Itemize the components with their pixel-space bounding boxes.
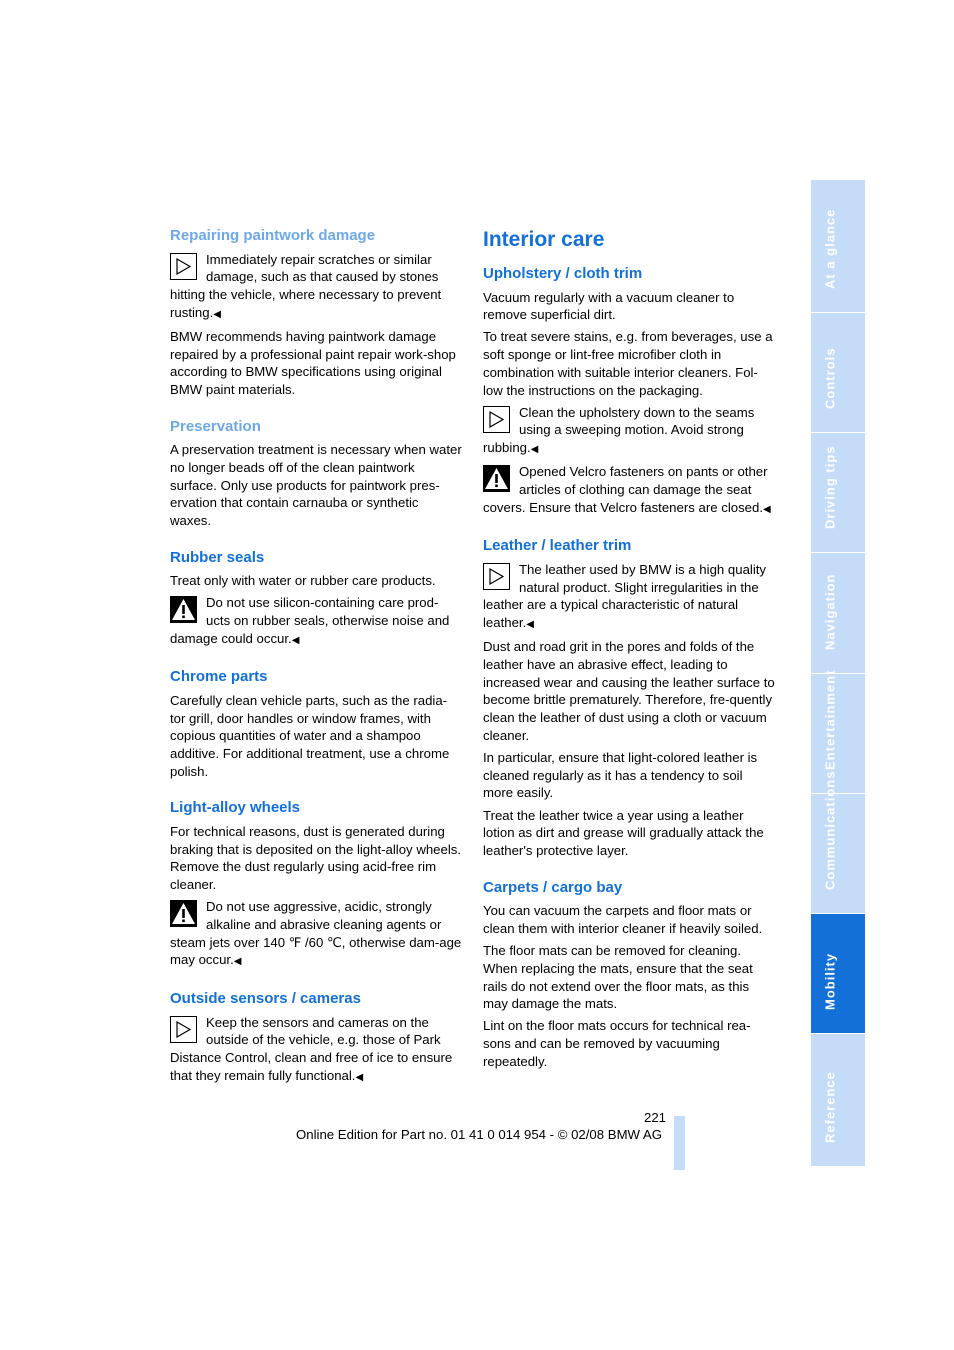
note-repair: Immediately repair scratches or similar damage, such as that caused by stones hitting the vehicle, where necessary to prevent rusting.◀ — [170, 251, 442, 320]
note-upholstery: Clean the upholstery down to the seams using a sweeping motion. Avoid strong rubbing.◀ — [483, 404, 755, 456]
paragraph: BMW recommends having paintwork damage repaired by a professional paint repair work-shop according to BMW specifications using original BMW paint materials. — [170, 328, 456, 397]
chapter-tabs — [811, 180, 865, 1167]
section-heading-chrome: Chrome parts — [170, 668, 268, 686]
note-sensors: Keep the sensors and cameras on the outside of the vehicle, e.g. those of Park Distance Control, clean and free of ice to ensure that they remain fully functional.◀ — [170, 1014, 453, 1083]
tab-controls[interactable]: Controls — [811, 313, 865, 433]
warning-velcro: Opened Velcro fasteners on pants or other articles of clothing can damage the seat covers. Ensure that Velcro fasteners are closed.◀ — [483, 464, 771, 515]
paragraph: Treat only with water or rubber care products. — [170, 573, 436, 589]
section-heading-rubber-seals: Rubber seals — [170, 548, 265, 566]
paragraph: Vacuum regularly with a vacuum cleaner to remove superficial dirt. — [483, 289, 735, 323]
end-mark: ◀ — [530, 444, 539, 456]
right-column — [483, 226, 775, 1071]
tab-driving-tips[interactable]: Driving tips — [811, 433, 865, 553]
paragraph: A preservation treatment is necessary when water no longer beads off of the clean paintwork surface. Only use products for paintwork pres-ervation that contain carnauba or synthetic waxes. — [170, 442, 462, 528]
paragraph: The floor mats can be removed for cleaning. When replacing the mats, ensure that the seat rails do not extend over the floor mats, as this may damage the mats. — [483, 943, 753, 1012]
end-mark: ◀ — [291, 634, 300, 646]
note-arrow-icon — [170, 253, 197, 280]
section-heading-wheels: Light-alloy wheels — [170, 799, 301, 817]
warning-icon — [483, 465, 510, 492]
tab-mobility[interactable]: Mobility — [811, 914, 865, 1034]
note-leather: The leather used by BMW is a high quality natural product. Slight irregularities in the leather are a typical characteristic of natural leather.◀ — [483, 561, 767, 631]
tab-navigation[interactable]: Navigation — [811, 553, 865, 674]
section-heading-carpets: Carpets / cargo bay — [483, 878, 623, 896]
tab-at-a-glance[interactable]: At a glance — [811, 180, 865, 313]
paragraph: Dust and road grit in the pores and folds of the leather have an abrasive effect, leading to increased wear and causing the leather surface to become brittle prematurely. Therefore, fre-quently clean the leather of dust using a cloth or vacuum cleaner. — [483, 639, 775, 743]
paragraph: To treat severe stains, e.g. from beverages, use a soft sponge or lint-free microfiber cloth in combination with suitable interior cleaners. Fol-low the instructions on the packaging. — [483, 329, 773, 398]
section-heading-preservation: Preservation — [170, 417, 261, 435]
page-number: 221 — [643, 1110, 666, 1125]
note-arrow-icon — [483, 406, 510, 433]
paragraph: In particular, ensure that light-colored leather is cleaned regularly as it has a tendency to soil more easily. — [483, 749, 758, 801]
page-title: Interior care — [483, 228, 605, 251]
footer-edition: Online Edition for Part no. 01 41 0 014 954 - © 02/08 BMW AG — [296, 1127, 662, 1142]
paragraph: You can vacuum the carpets and floor mats or clean them with interior cleaner if heavily soiled. — [483, 903, 763, 936]
warning-rubber: Do not use silicon-containing care prod-ucts on rubber seals, otherwise noise and damage could occur.◀ — [170, 595, 450, 646]
end-mark: ◀ — [763, 503, 771, 515]
section-heading-repair: Repairing paintwork damage — [170, 227, 376, 244]
left-column — [170, 226, 462, 1086]
paragraph: Carefully clean vehicle parts, such as the radia-tor grill, door handles or window frames, with copious quantities of water and a shampoo additive. For additional treatment, use a chrome polish. — [170, 692, 450, 779]
warning-icon — [170, 596, 197, 623]
note-arrow-icon — [170, 1016, 197, 1043]
paragraph: Lint on the floor mats occurs for technical rea-sons and can be removed by vacuuming repeatedly. — [483, 1018, 751, 1069]
section-heading-sensors: Outside sensors / cameras — [170, 990, 361, 1008]
tab-communications[interactable]: Communications — [811, 794, 865, 914]
warning-icon — [170, 900, 197, 927]
warning-wheels: Do not use aggressive, acidic, strongly alkaline and abrasive cleaning agents or steam jets over 140 ℉ /60 ℃, otherwise dam-age may occur.◀ — [170, 899, 462, 968]
note-arrow-icon — [483, 563, 510, 590]
end-mark: ◀ — [526, 619, 534, 631]
tab-reference[interactable]: Reference — [811, 1034, 865, 1167]
paragraph: Treat the leather twice a year using a leather lotion as dirt and grease will gradually attack the leather's protective layer. — [483, 807, 764, 858]
end-mark: ◀ — [355, 1071, 364, 1083]
end-mark: ◀ — [233, 956, 242, 968]
section-heading-upholstery: Upholstery / cloth trim — [483, 265, 643, 282]
end-mark: ◀ — [213, 308, 221, 320]
tab-entertainment[interactable]: Entertainment — [811, 674, 865, 794]
paragraph: For technical reasons, dust is generated during braking that is deposited on the light-alloy wheels. Remove the dust regularly using acid-free rim cleaner. — [170, 823, 462, 893]
footer-accent-bar — [674, 1116, 685, 1170]
section-heading-leather: Leather / leather trim — [483, 537, 632, 555]
